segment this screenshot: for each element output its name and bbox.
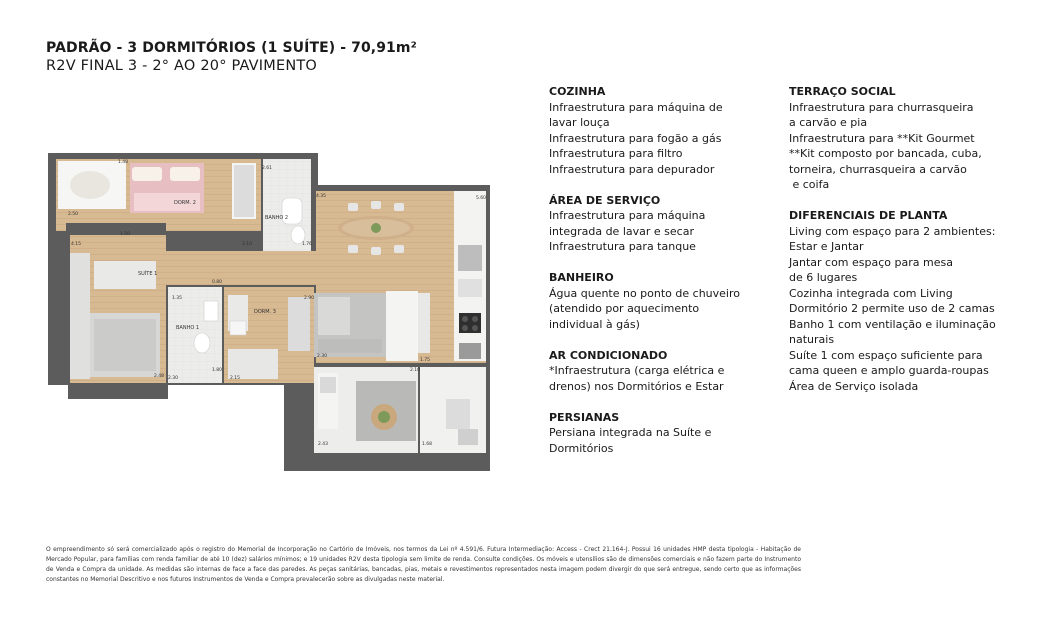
- feature-line: torneira, churrasqueira a carvão: [789, 162, 967, 176]
- label-dorm3: DORM. 3: [254, 309, 276, 315]
- legal-disclaimer: O empreendimento só será comercializado após o registro do Memorial de Incorporação no Cartório de Imóveis, nos termos da Lei nº 4.591/6. Futura Intermediação: Access - Crect 21.164-J. Possui 16 unidades HMP desta tipologia - Habitação de Mercado Popular, para famílias com renda familiar de até 10 (dez) salários mínimos; e 19 unidades R2V desta tipologia sem limite de renda. Consulte condições. Os móveis e utensílios são de dimensões comerciais e não fazem parte do Instrumento de Venda e Compra da unidade. As medidas são internas de face a face das paredes. As peças sanitárias, bancadas, pias, metais e revestimentos representados nesta imagem podem divergir do que será entregue, sendo certo que as informações constantes no Memorial Descritivo e nos futuros Instrumentos de Venda e Compra prevalecerão sobre as divulgadas neste material.: [46, 546, 801, 583]
- feature-line: (atendido por aquecimento: [549, 302, 700, 315]
- section-area-servico: [549, 193, 764, 255]
- page-title: PADRÃO - 3 DORMITÓRIOS (1 SUÍTE) - 70,91m²: [46, 40, 417, 56]
- dim-label: 1.35: [172, 296, 183, 301]
- feature-line: Suíte 1 com espaço suficiente para: [789, 348, 983, 362]
- label-dorm2: DORM. 2: [174, 200, 196, 206]
- dim-label: 2.50: [68, 212, 79, 217]
- features-left-column: [549, 84, 764, 472]
- dim-label: 2.30: [317, 354, 328, 359]
- dim-label: 1.48: [118, 160, 129, 165]
- feature-line: a carvão e pia: [789, 116, 868, 129]
- feature-line: Água quente no ponto de chuveiro: [549, 286, 740, 300]
- feature-line: Banho 1 com ventilação e iluminação: [789, 317, 996, 331]
- feature-line: Área de Serviço isolada: [789, 379, 919, 393]
- feature-line: Infraestrutura para fogão a gás: [549, 131, 722, 145]
- dim-label: 1.68: [422, 442, 433, 447]
- dim-label: 2.90: [304, 296, 315, 301]
- section-banheiro: [549, 270, 764, 332]
- feature-line: Infraestrutura para máquina de: [549, 100, 723, 114]
- dim-label: 4.15: [71, 242, 82, 247]
- feature-line: Infraestrutura para depurador: [549, 162, 715, 176]
- feature-line: Infraestrutura para churrasqueira: [789, 100, 974, 114]
- label-banho2: BANHO 2: [265, 215, 289, 221]
- feature-line: Living com espaço para 2 ambientes:: [789, 224, 996, 238]
- section-heading: AR CONDICIONADO: [549, 348, 668, 362]
- label-suite1: SUÍTE 1: [138, 271, 158, 277]
- corridor: [158, 251, 318, 285]
- feature-line: Infraestrutura para **Kit Gourmet: [789, 131, 975, 145]
- section-heading: ÁREA DE SERVIÇO: [549, 193, 661, 207]
- section-heading: BANHEIRO: [549, 271, 614, 284]
- feature-line: naturais: [789, 333, 835, 346]
- label-banho1: BANHO 1: [176, 325, 200, 331]
- dim-label: 1.76: [302, 242, 313, 247]
- dim-label: 3.10: [242, 242, 253, 247]
- feature-line: cama queen e amplo guarda-roupas: [789, 364, 989, 377]
- section-heading: COZINHA: [549, 85, 606, 98]
- feature-line: e coifa: [789, 178, 830, 191]
- dim-label: 1.75: [420, 358, 431, 363]
- feature-line: Cozinha integrada com Living: [789, 286, 953, 300]
- dim-label: 2.48: [154, 374, 165, 379]
- feature-line: drenos) nos Dormitórios e Estar: [549, 379, 724, 393]
- feature-line: Dormitório 2 permite uso de 2 camas: [789, 302, 995, 315]
- feature-line: Dormitórios: [549, 441, 614, 455]
- feature-line: lavar louça: [549, 116, 610, 129]
- section-persianas: [549, 410, 764, 457]
- feature-line: individual à gás): [549, 317, 640, 331]
- feature-line: Infraestrutura para máquina: [549, 209, 706, 222]
- dim-label: 2.61: [262, 166, 273, 171]
- feature-line: Estar e Jantar: [789, 240, 864, 253]
- section-diferenciais: [789, 208, 1014, 394]
- page-subtitle: R2V FINAL 3 - 2° AO 20° PAVIMENTO: [46, 58, 318, 74]
- dim-label: 0.80: [212, 280, 223, 285]
- dim-label: 4.35: [316, 194, 327, 199]
- feature-line: *Infraestrutura (carga elétrica e: [549, 364, 725, 377]
- feature-line: Infraestrutura para tanque: [549, 240, 696, 253]
- feature-line: integrada de lavar e secar: [549, 224, 694, 238]
- dim-label: 2.15: [230, 376, 241, 381]
- dim-label: 1.50: [120, 232, 131, 237]
- floor-plan: [46, 153, 490, 471]
- features-right-column: [789, 84, 1014, 410]
- feature-line: de 6 lugares: [789, 271, 858, 284]
- feature-line: Jantar com espaço para mesa: [789, 255, 953, 269]
- feature-line: Persiana integrada na Suíte e: [549, 426, 712, 439]
- dim-label: 2.10: [410, 368, 421, 373]
- section-heading: TERRAÇO SOCIAL: [789, 85, 896, 98]
- section-heading: PERSIANAS: [549, 410, 620, 424]
- kitchen-counter: [454, 191, 486, 361]
- dim-label: 2.43: [318, 442, 329, 447]
- section-cozinha: [549, 84, 764, 177]
- dim-label: 2.30: [168, 376, 179, 381]
- section-terraco-social: [789, 84, 1014, 193]
- section-heading: DIFERENCIAIS DE PLANTA: [789, 209, 948, 222]
- section-ar-condicionado: [549, 348, 764, 395]
- dim-label: 1.80: [212, 368, 223, 373]
- feature-line: **Kit composto por bancada, cuba,: [789, 147, 982, 160]
- dim-label: 5.60: [476, 196, 487, 201]
- feature-line: Infraestrutura para filtro: [549, 147, 683, 160]
